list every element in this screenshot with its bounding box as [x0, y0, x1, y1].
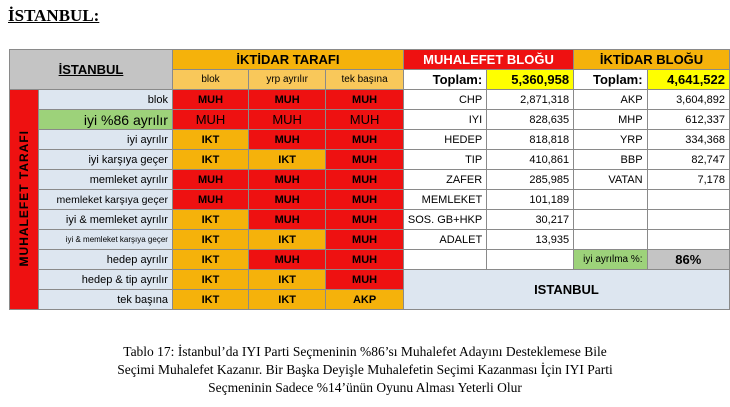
- empty-cell: [574, 230, 647, 250]
- scenario-outcome: MUH: [326, 230, 404, 250]
- toplam-label-muhalefet: Toplam:: [403, 70, 486, 90]
- scenario-outcome: IKT: [172, 150, 248, 170]
- scenario-label: memleket karşıya geçer: [39, 190, 173, 210]
- toplam-iktidar-value: 4,641,522: [647, 70, 729, 90]
- iktidar-party-name: BBP: [574, 150, 647, 170]
- page-heading: İSTANBUL:: [8, 6, 100, 25]
- iktidar-tarafi-header: İKTİDAR TARAFI: [172, 50, 403, 70]
- muhalefet-party-name: ADALET: [403, 230, 486, 250]
- scenario-outcome: MUH: [326, 150, 404, 170]
- empty-cell: [403, 250, 486, 270]
- scenario-outcome: MUH: [249, 90, 326, 110]
- scenario-outcome: MUH: [172, 110, 248, 130]
- scenario-outcome: IKT: [249, 290, 326, 310]
- muhalefet-blogu-header: MUHALEFET BLOĞU: [403, 50, 573, 70]
- scenario-outcome: IKT: [172, 210, 248, 230]
- iktidar-party-votes: 82,747: [647, 150, 729, 170]
- muhalefet-party-votes: 828,635: [487, 110, 574, 130]
- toplam-muhalefet-value: 5,360,958: [487, 70, 574, 90]
- scenario-outcome: MUH: [326, 190, 404, 210]
- muhalefet-tarafi-side-label: [10, 90, 39, 310]
- istanbul-header: İSTANBUL: [10, 50, 173, 90]
- muhalefet-party-name: SOS. GB+HKP: [403, 210, 486, 230]
- scenario-outcome: IKT: [172, 130, 248, 150]
- muhalefet-party-name: IYI: [403, 110, 486, 130]
- iktidar-party-votes: 7,178: [647, 170, 729, 190]
- iktidar-party-name: MHP: [574, 110, 647, 130]
- scenario-label: iyi %86 ayrılır: [39, 110, 173, 130]
- muhalefet-party-votes: 2,871,318: [487, 90, 574, 110]
- scenario-outcome: MUH: [172, 170, 248, 190]
- scenario-outcome: MUH: [249, 130, 326, 150]
- scenario-outcome: MUH: [249, 170, 326, 190]
- scenario-outcome: MUH: [326, 110, 404, 130]
- muhalefet-party-votes: 101,189: [487, 190, 574, 210]
- subheader-tek-basina: tek başına: [326, 70, 404, 90]
- muhalefet-party-name: MEMLEKET: [403, 190, 486, 210]
- empty-cell: [574, 190, 647, 210]
- empty-cell: [647, 210, 729, 230]
- iktidar-party-name: YRP: [574, 130, 647, 150]
- iyi-ayrilma-label: iyi ayrılma %:: [574, 250, 647, 270]
- caption-line-1: Tablo 17: İstanbul’da IYI Parti Seçmeninin %86’sı Muhalefet Adayını Desteklemese Bile: [123, 344, 607, 359]
- scenario-outcome: IKT: [172, 270, 248, 290]
- muhalefet-party-votes: 30,217: [487, 210, 574, 230]
- scenario-outcome: MUH: [326, 170, 404, 190]
- caption-line-2: Seçimi Muhalefet Kazanır. Bir Başka Deyişle Muhalefetin Seçimi Kazanması İçin IYI Parti: [117, 362, 613, 377]
- scenario-outcome: MUH: [326, 270, 404, 290]
- istanbul-footer-label: ISTANBUL: [403, 270, 729, 310]
- subheader-yrp-ayrilir: yrp ayrılır: [249, 70, 326, 90]
- iktidar-party-votes: 612,337: [647, 110, 729, 130]
- table-caption: [0, 343, 730, 397]
- empty-cell: [647, 230, 729, 250]
- scenario-outcome: MUH: [249, 250, 326, 270]
- scenario-outcome: IKT: [172, 290, 248, 310]
- muhalefet-party-votes: 818,818: [487, 130, 574, 150]
- scenario-label: iyi & memleket ayrılır: [39, 210, 173, 230]
- scenario-outcome: MUH: [326, 210, 404, 230]
- scenario-label: hedep & tip ayrılır: [39, 270, 173, 290]
- iktidar-party-name: VATAN: [574, 170, 647, 190]
- muhalefet-party-name: HEDEP: [403, 130, 486, 150]
- scenario-outcome: IKT: [172, 250, 248, 270]
- muhalefet-party-votes: 13,935: [487, 230, 574, 250]
- side-label-text: MUHALEFET TARAFI: [17, 129, 32, 267]
- subheader-blok: blok: [172, 70, 248, 90]
- scenario-outcome: AKP: [326, 290, 404, 310]
- scenario-outcome: MUH: [249, 210, 326, 230]
- muhalefet-party-name: TIP: [403, 150, 486, 170]
- scenario-label: memleket ayrılır: [39, 170, 173, 190]
- muhalefet-party-name: CHP: [403, 90, 486, 110]
- iktidar-party-votes: 334,368: [647, 130, 729, 150]
- scenario-label: tek başına: [39, 290, 173, 310]
- scenario-label: hedep ayrılır: [39, 250, 173, 270]
- scenario-outcome: IKT: [249, 150, 326, 170]
- toplam-label-iktidar: Toplam:: [574, 70, 647, 90]
- iktidar-blogu-header: İKTİDAR BLOĞU: [574, 50, 730, 70]
- iktidar-party-votes: 3,604,892: [647, 90, 729, 110]
- empty-cell: [574, 210, 647, 230]
- scenario-outcome: IKT: [249, 270, 326, 290]
- scenario-table: [9, 49, 730, 310]
- scenario-outcome: MUH: [172, 190, 248, 210]
- scenario-label: blok: [39, 90, 173, 110]
- scenario-outcome: MUH: [249, 110, 326, 130]
- scenario-outcome: MUH: [326, 130, 404, 150]
- iktidar-party-name: AKP: [574, 90, 647, 110]
- muhalefet-party-name: ZAFER: [403, 170, 486, 190]
- scenario-label: iyi & memleket karşıya geçer: [39, 230, 173, 250]
- muhalefet-party-votes: 285,985: [487, 170, 574, 190]
- scenario-label: iyi ayrılır: [39, 130, 173, 150]
- muhalefet-party-votes: 410,861: [487, 150, 574, 170]
- caption-line-3: Seçmeninin Sadece %14’ünün Oyunu Alması Yeterli Olur: [208, 380, 522, 395]
- scenario-outcome: MUH: [326, 90, 404, 110]
- empty-cell: [647, 190, 729, 210]
- iyi-ayrilma-value: 86%: [647, 250, 729, 270]
- scenario-label: iyi karşıya geçer: [39, 150, 173, 170]
- scenario-outcome: MUH: [326, 250, 404, 270]
- scenario-outcome: IKT: [249, 230, 326, 250]
- scenario-outcome: MUH: [172, 90, 248, 110]
- scenario-outcome: IKT: [172, 230, 248, 250]
- scenario-outcome: MUH: [249, 190, 326, 210]
- empty-cell: [487, 250, 574, 270]
